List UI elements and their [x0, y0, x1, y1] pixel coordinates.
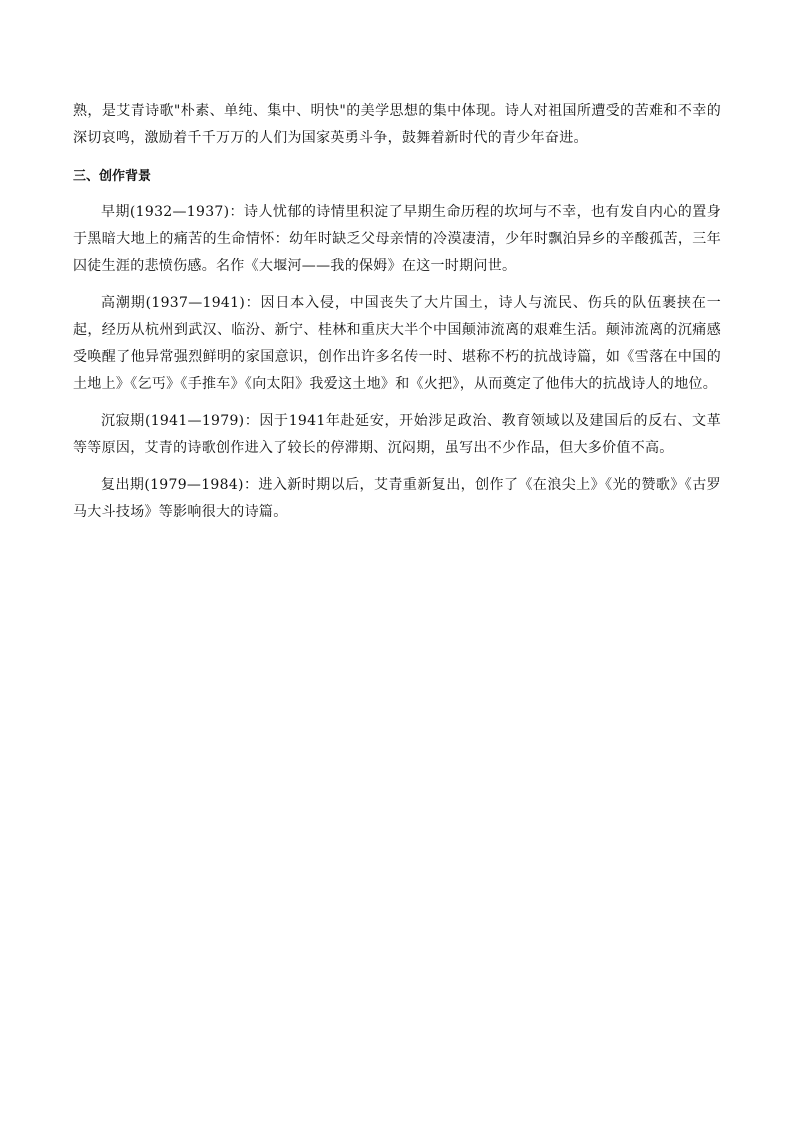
document-body	[73, 98, 721, 526]
paragraph-early-period: 早期(1932—1937)：诗人忧郁的诗情里积淀了早期生命历程的坎坷与不幸，也有发自内心的置身于黑暗大地上的痛苦的生命情怀：幼年时缺乏父母亲情的冷漠凄清，少年时飘泊异乡的辛酸孤苦，三年囚徒生涯的悲愤伤感。名作《大堰河——我的保姆》在这一时期问世。	[73, 204, 721, 274]
paragraph-comeback-period: 复出期(1979—1984)：进入新时期以后，艾青重新复出，创作了《在浪尖上》《光的赞歌》《古罗马大斗技场》等影响很大的诗篇。	[73, 477, 721, 520]
section-heading: 三、创作背景	[73, 169, 152, 184]
paragraph-silent-period: 沉寂期(1941—1979)：因于1941年赴延安，开始涉足政治、教育领域以及建国后的反右、文革等等原因，艾青的诗歌创作进入了较长的停滞期、沉闷期，虽写出不少作品，但大多价值不高。	[73, 413, 721, 456]
continuation-paragraph: 熟，是艾青诗歌"朴素、单纯、集中、明快"的美学思想的集中体现。诗人对祖国所遭受的苦难和不幸的深切哀鸣，激励着千千万万的人们为国家英勇斗争，鼓舞着新时代的青少年奋进。	[73, 103, 721, 146]
paragraph-peak-period: 高潮期(1937—1941)：因日本入侵，中国丧失了大片国土，诗人与流民、伤兵的队伍裹挟在一起，经历从杭州到武汉、临汾、新宁、桂林和重庆大半个中国颠沛流离的艰难生活。颠沛流离的沉痛感受唤醒了他异常强烈鲜明的家国意识，创作出许多名传一时、堪称不朽的抗战诗篇，如《雪落在中国的土地上》《乞丐》《手推车》《向太阳》我爱这土地》和《火把》，从而奠定了他伟大的抗战诗人的地位。	[73, 295, 721, 392]
